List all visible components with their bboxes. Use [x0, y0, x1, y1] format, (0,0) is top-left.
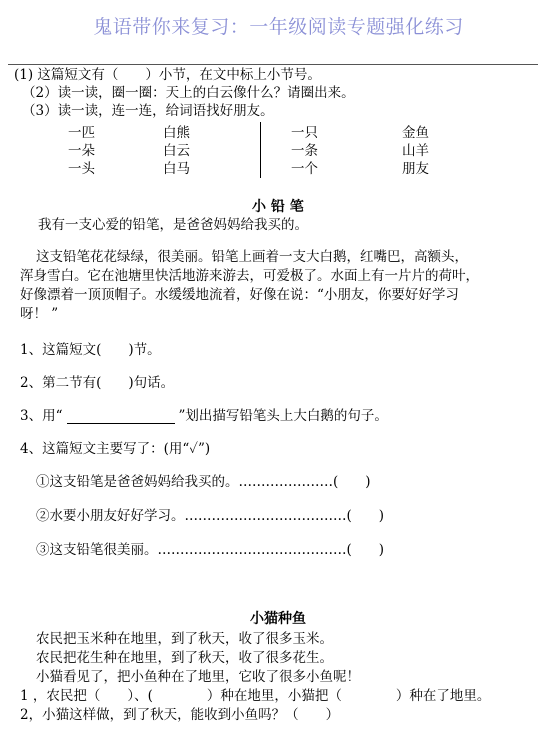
word-a-1[interactable]: 一匹 — [68, 125, 95, 141]
pencil-question-1: 1、这篇短文( )节。 — [20, 342, 161, 358]
q3-suffix: ”划出描写铅笔头上大白鹅的句子。 — [178, 408, 388, 424]
pencil-paragraph-2-line-2: 浑身雪白。它在池塘里快活地游来游去，可爱极了。水面上有一片片的荷叶， — [20, 268, 479, 284]
cat-line-3: 小猫看见了，把小鱼种在了地里，它收了很多小鱼呢！ — [36, 669, 360, 685]
pencil-paragraph-1: 我有一支心爱的铅笔，是爸爸妈妈给我买的。 — [38, 217, 308, 233]
question-2: （2）读一读，圈一圈：天上的白云像什么？请圈出来。 — [22, 85, 355, 101]
pencil-paragraph-2-line-4: 呀！ ” — [20, 306, 59, 322]
word-b-2[interactable]: 白云 — [163, 143, 190, 159]
cat-line-2: 农民把花生种在地里，到了秋天，收了很多花生。 — [36, 650, 333, 666]
question-3: （3）读一读，连一连，给词语找好朋友。 — [22, 103, 274, 119]
cat-title: 小猫种鱼 — [250, 611, 306, 627]
cat-question-2: 2，小猫这样做，到了秋天，能收到小鱼吗？（ ） — [20, 707, 340, 723]
option-3[interactable]: ③这支铅笔很美丽。……………………………………( ) — [36, 542, 385, 558]
option-1[interactable]: ①这支铅笔是爸爸妈妈给我买的。…………………( ) — [36, 474, 371, 490]
word-d-1[interactable]: 金鱼 — [402, 125, 429, 141]
pencil-question-4: 4、这篇短文主要写了：(用“✓”) — [20, 441, 211, 457]
word-c-2[interactable]: 一条 — [291, 143, 318, 159]
pencil-paragraph-2-line-1: 这支铅笔花花绿绿，很美丽。铅笔上画着一支大白鹅，红嘴巴，高额头， — [36, 249, 468, 265]
word-d-2[interactable]: 山羊 — [402, 143, 429, 159]
pencil-question-3 — [20, 404, 388, 424]
underline-blank[interactable] — [67, 409, 175, 424]
cat-question-1: 1 ，农民把（ ）、( ）种在地里，小猫把（ ）种在了地里。 — [20, 688, 491, 704]
pencil-question-2: 2、第二节有( )句话。 — [20, 375, 175, 391]
page-title: 鬼语带你来复习：一年级阅读专题强化练习 — [93, 16, 464, 38]
word-d-3[interactable]: 朋友 — [402, 161, 429, 177]
question-1: (1) 这篇短文有（ ）小节，在文中标上小节号。 — [14, 67, 321, 83]
cat-line-1: 农民把玉米种在地里，到了秋天，收了很多玉米。 — [36, 631, 333, 647]
word-c-3[interactable]: 一个 — [291, 161, 318, 177]
word-b-3[interactable]: 白马 — [163, 161, 190, 177]
column-divider — [260, 122, 261, 178]
word-a-2[interactable]: 一朵 — [68, 143, 95, 159]
q3-prefix: 3、用“ — [20, 408, 63, 424]
option-2[interactable]: ②水要小朋友好好学习。………………………………( ) — [36, 508, 385, 524]
word-a-3[interactable]: 一头 — [68, 161, 95, 177]
pencil-title: 小 铅 笔 — [252, 199, 304, 215]
pencil-paragraph-2-line-3: 好像漂着一顶顶帽子。水缓缓地流着，好像在说：“小朋友，你要好好学习 — [20, 287, 459, 303]
word-c-1[interactable]: 一只 — [291, 125, 318, 141]
word-b-1[interactable]: 白熊 — [163, 125, 190, 141]
